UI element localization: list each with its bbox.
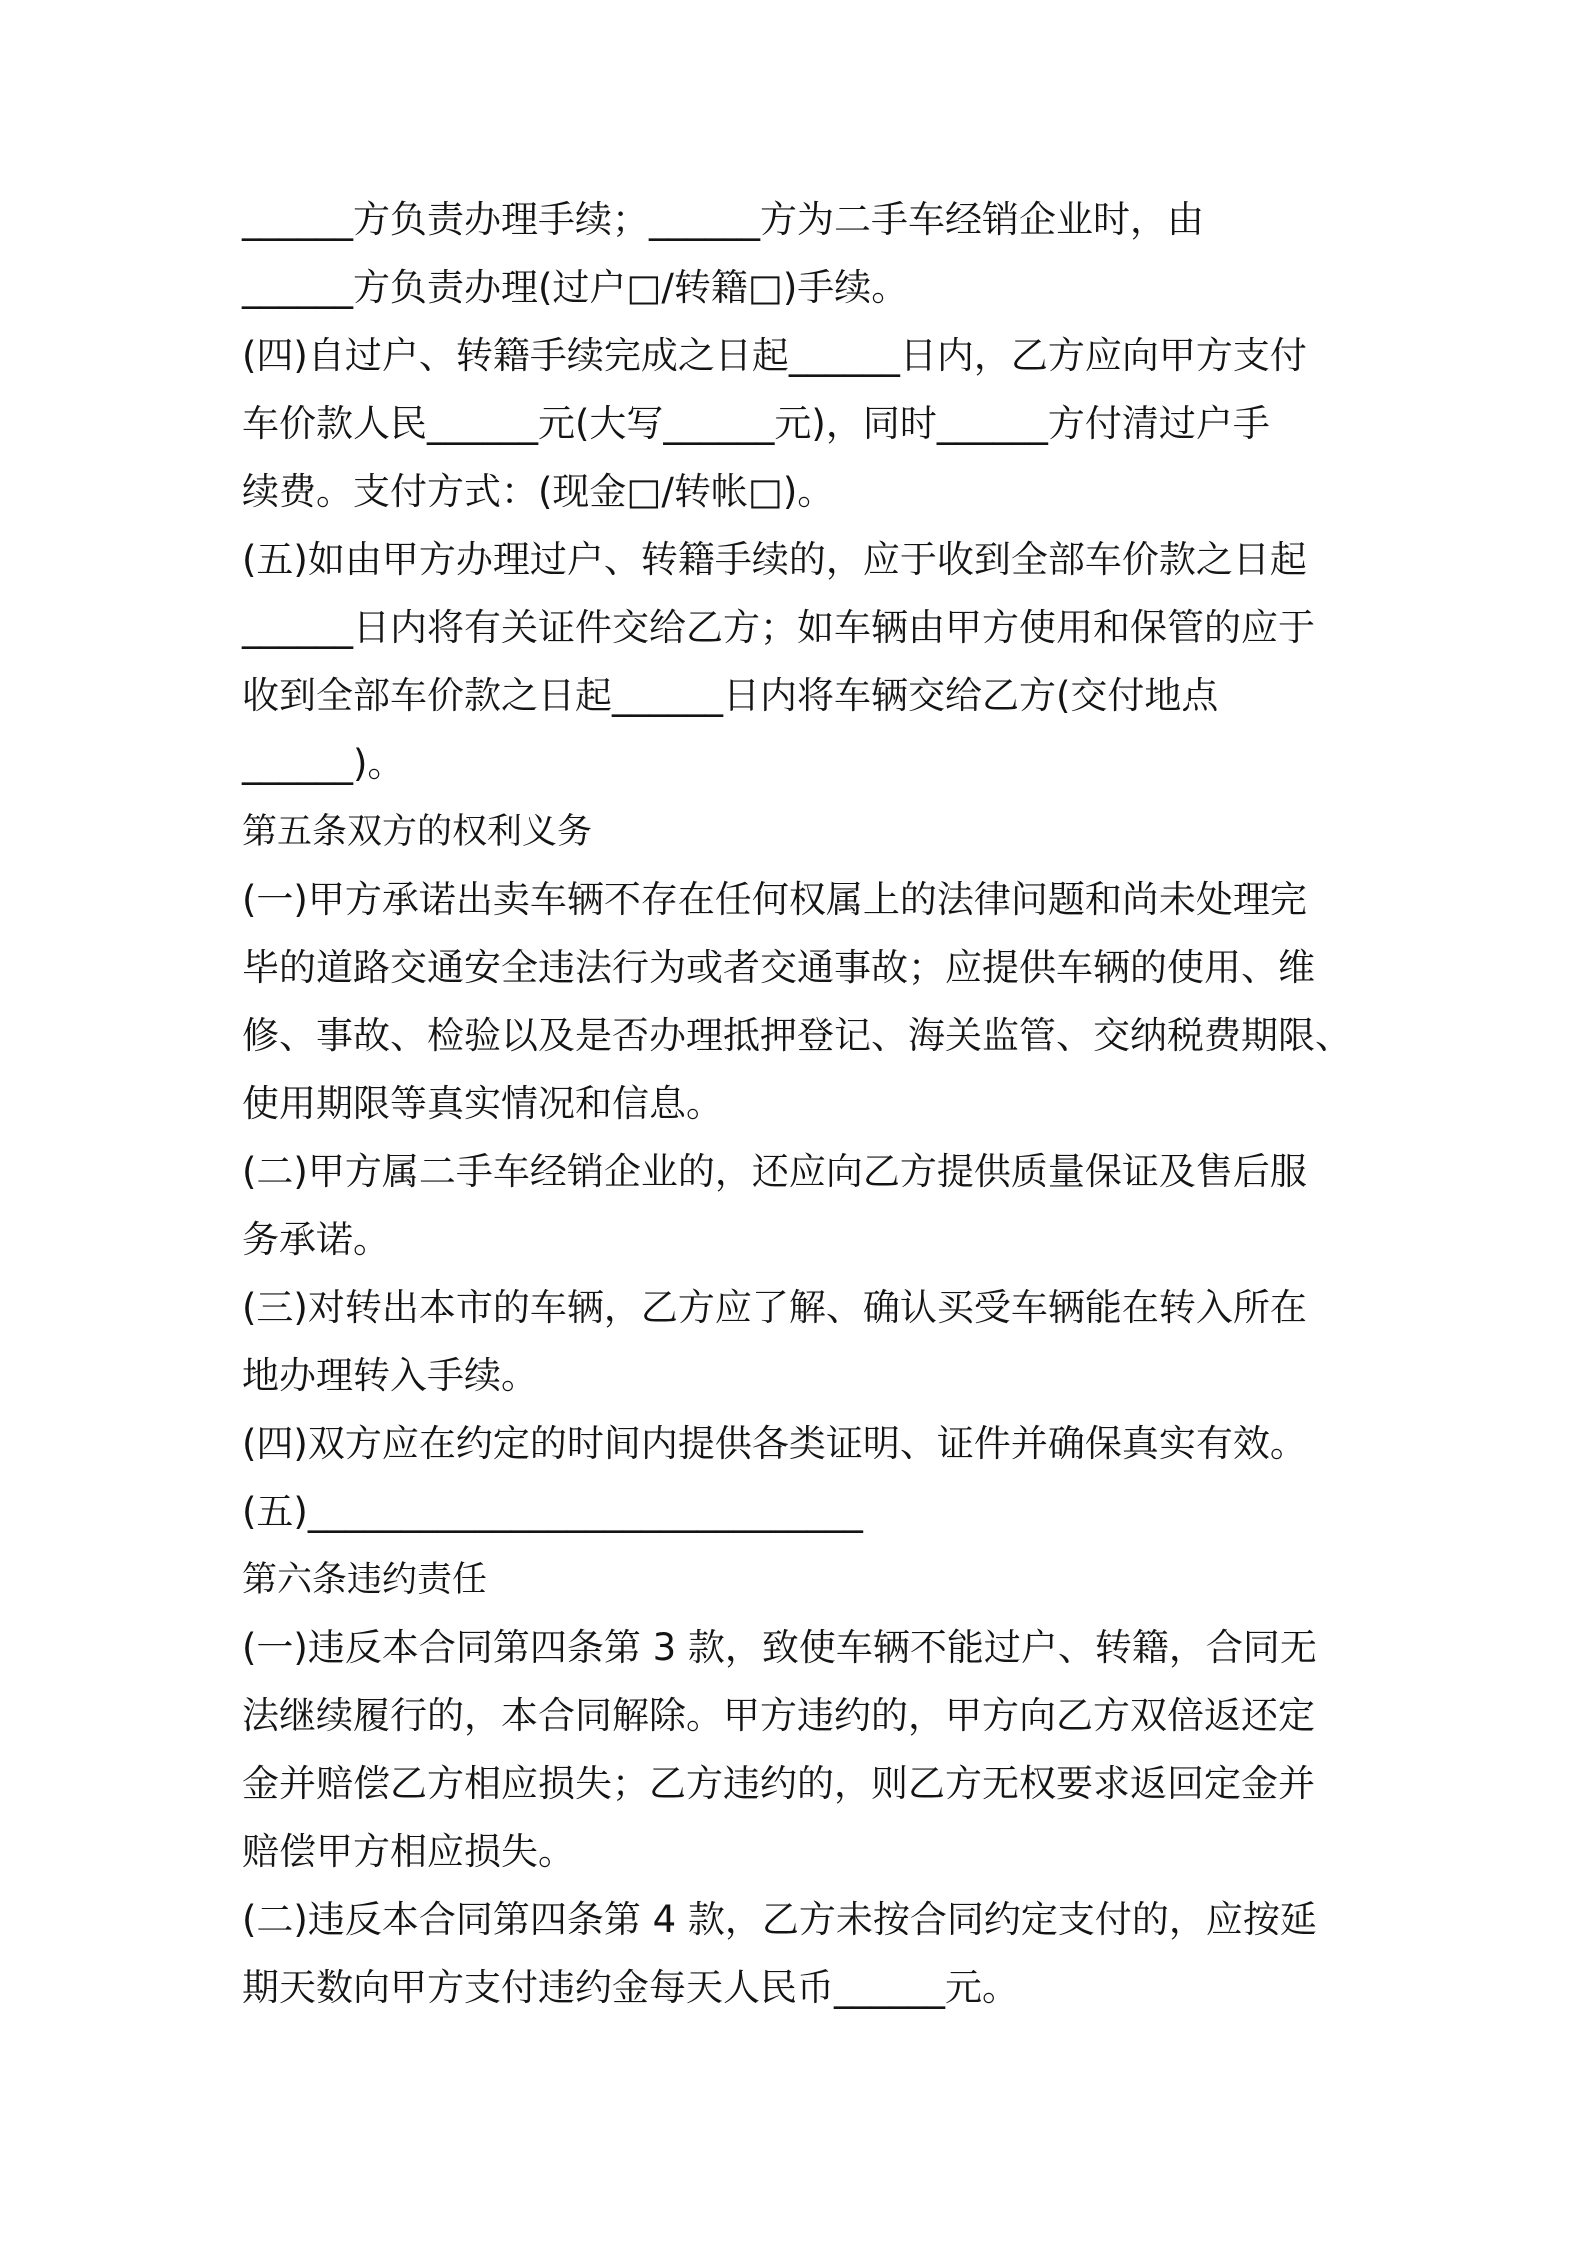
text-line: 务承诺。 xyxy=(242,1218,390,1261)
text-line: (二)甲方属二手车经销企业的，还应向乙方提供质量保证及售后服 xyxy=(242,1150,1307,1193)
text-line: (二)违反本合同第四条第 4 款，乙方未按合同约定支付的，应按延 xyxy=(242,1898,1317,1941)
text-line: ______方负责办理(过户□/转籍□)手续。 xyxy=(242,266,909,309)
text-line: (一)违反本合同第四条第 3 款，致使车辆不能过户、转籍，合同无 xyxy=(242,1626,1317,1669)
contract-body xyxy=(242,186,1372,2022)
text-line: (三)对转出本市的车辆，乙方应了解、确认买受车辆能在转入所在 xyxy=(242,1286,1307,1329)
text-line: 修、事故、检验以及是否办理抵押登记、海关监管、交纳税费期限、 xyxy=(242,1014,1352,1057)
text-line: (五)______________________________ xyxy=(242,1490,863,1533)
text-line: 法继续履行的，本合同解除。甲方违约的，甲方向乙方双倍返还定 xyxy=(242,1694,1315,1737)
text-line: ______)。 xyxy=(242,742,405,785)
text-line: (四)自过户、转籍手续完成之日起______日内，乙方应向甲方支付 xyxy=(242,334,1307,377)
text-line: 使用期限等真实情况和信息。 xyxy=(242,1082,723,1125)
text-line: ______方负责办理手续；______方为二手车经销企业时，由 xyxy=(242,198,1204,241)
text-line: 毕的道路交通安全违法行为或者交通事故；应提供车辆的使用、维 xyxy=(242,946,1315,989)
text-line: ______日内将有关证件交给乙方；如车辆由甲方使用和保管的应于 xyxy=(242,606,1315,649)
text-line: 金并赔偿乙方相应损失；乙方违约的，则乙方无权要求返回定金并 xyxy=(242,1762,1315,1805)
text-line: 赔偿甲方相应损失。 xyxy=(242,1830,575,1873)
text-line: 地办理转入手续。 xyxy=(242,1354,538,1397)
section-heading: 第六条违约责任 xyxy=(242,1560,488,1600)
text-line: 收到全部车价款之日起______日内将车辆交给乙方(交付地点 xyxy=(242,674,1219,717)
text-line: 车价款人民______元(大写______元)，同时______方付清过户手 xyxy=(242,402,1270,445)
text-line: 期天数向甲方支付违约金每天人民币______元。 xyxy=(242,1966,1019,2009)
text-line: (一)甲方承诺出卖车辆不存在任何权属上的法律问题和尚未处理完 xyxy=(242,878,1307,921)
text-line: (五)如由甲方办理过户、转籍手续的，应于收到全部车价款之日起 xyxy=(242,538,1307,581)
text-line: 续费。支付方式：(现金□/转帐□)。 xyxy=(242,470,835,513)
section-heading: 第五条双方的权利义务 xyxy=(242,812,593,852)
text-line: (四)双方应在约定的时间内提供各类证明、证件并确保真实有效。 xyxy=(242,1422,1307,1465)
